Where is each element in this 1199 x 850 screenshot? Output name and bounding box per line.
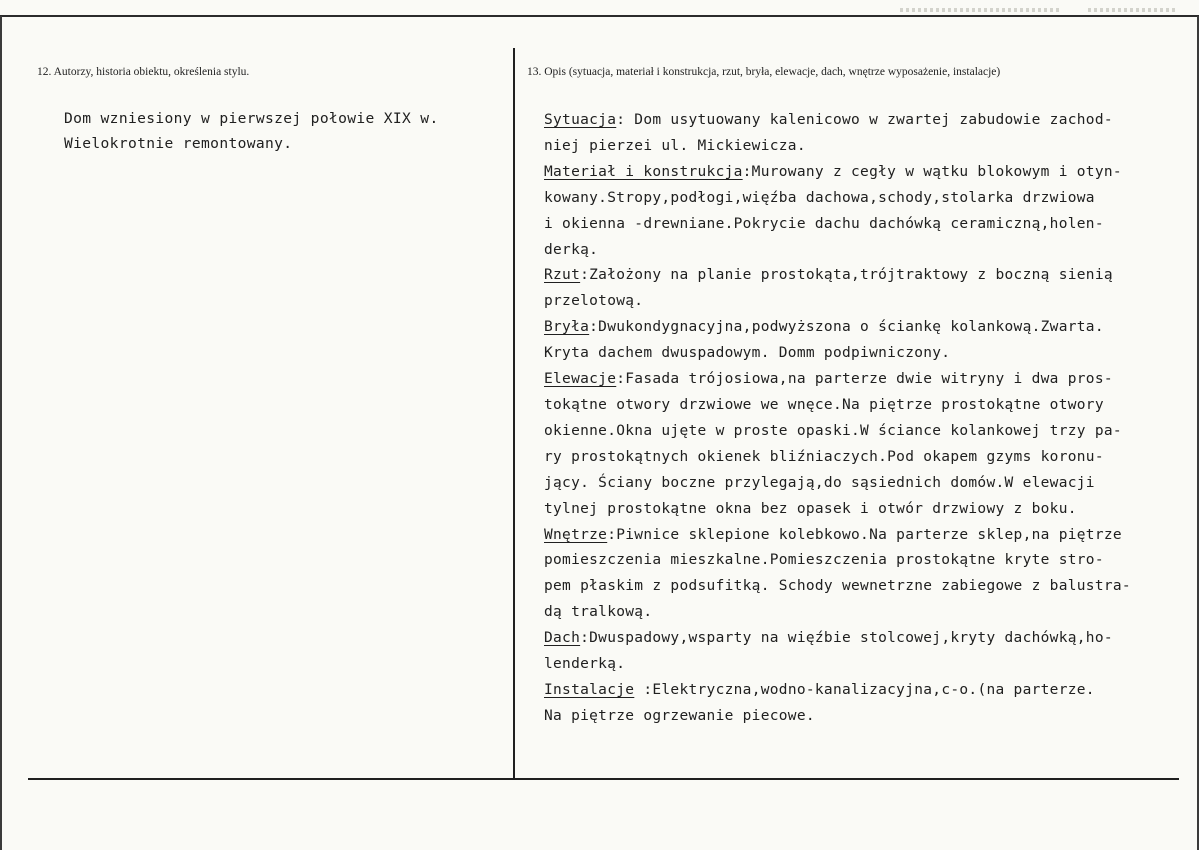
section-heading: Rzut [544, 267, 581, 284]
section-text: pomieszczenia mieszkalne.Pomieszczenia prostokątne kryte stro- [544, 552, 1104, 569]
section-text: :Dwuspadowy,wsparty na więźbie stolcowej,kryty dachówką,ho- [580, 630, 1113, 647]
text-line [544, 160, 1184, 186]
text-line [544, 289, 1184, 315]
left-border-rule [0, 16, 2, 850]
text-line [544, 367, 1184, 393]
section-text: :Murowany z cegły w wątku blokowym i otyn- [742, 163, 1122, 180]
section-heading: Elewacje [544, 371, 617, 388]
section-text: kowany.Stropy,podłogi,więźba dachowa,schody,stolarka drzwiowa [544, 189, 1095, 206]
text-line [544, 445, 1184, 471]
section-text: pem płaskim z podsufitką. Schody wewnetrzne zabiegowe z balustra- [544, 578, 1131, 595]
section-text: :Założony na planie prostokąta,trójtraktowy z boczną sienią [580, 267, 1113, 284]
section-text: jący. Ściany boczne przylegają,do sąsiednich domów.W elewacji [544, 474, 1095, 491]
text-line: Dom wzniesiony w pierwszej połowie XIX w. [64, 110, 439, 127]
text-line [544, 212, 1184, 238]
section-text: Na piętrze ogrzewanie piecowe. [544, 707, 815, 724]
text-line [544, 652, 1184, 678]
section-text: :Piwnice sklepione kolebkowo.Na parterze sklep,na piętrze [607, 526, 1122, 543]
column-divider [513, 48, 515, 778]
text-line [544, 600, 1184, 626]
text-line [544, 523, 1184, 549]
section-heading: Sytuacja [544, 112, 617, 128]
text-line [544, 419, 1184, 445]
text-line [544, 471, 1184, 497]
section-text: lenderką. [544, 656, 626, 673]
section-text: okienne.Okna ujęte w proste opaski.W ściance kolankowej trzy pa- [544, 422, 1122, 439]
text-line [544, 186, 1184, 212]
section-heading: Instalacje [544, 681, 635, 698]
section-text: i okienna -drewniane.Pokrycie dachu dachówką ceramiczną,holen- [544, 215, 1104, 232]
top-border-rule [0, 15, 1199, 17]
text-line [544, 108, 1184, 134]
text-line [544, 678, 1184, 704]
section-text: przelotową. [544, 293, 644, 310]
field-12-content [64, 106, 439, 156]
section-text: :Fasada trójosiowa,na parterze dwie witryny i dwa pros- [616, 371, 1113, 388]
faint-header-print [1088, 8, 1178, 12]
text-line [544, 626, 1184, 652]
section-text: derką. [544, 241, 599, 258]
section-text: niej pierzei ul. Mickiewicza. [544, 137, 806, 154]
text-line [544, 263, 1184, 289]
text-line [544, 238, 1184, 264]
section-heading: Bryła [544, 319, 590, 336]
text-line [544, 497, 1184, 523]
text-line [544, 704, 1184, 730]
bottom-border-rule [28, 778, 1179, 780]
section-text: ry prostokątnych okienek bliźniaczych.Pod okapem gzyms koronu- [544, 448, 1104, 465]
section-text: Kryta dachem dwuspadowym. Domm podpiwniczony. [544, 345, 951, 362]
text-line [544, 574, 1184, 600]
section-text: tylnej prostokątne okna bez opasek i otwór drzwiowy z boku. [544, 500, 1077, 517]
text-line [544, 393, 1184, 419]
text-line [544, 134, 1184, 160]
section-text: :Dwukondygnacyjna,podwyższona o ściankę kolankową.Zwarta. [589, 319, 1104, 336]
section-text: dą tralkową. [544, 604, 653, 621]
section-heading: Dach [544, 630, 581, 647]
text-line [544, 341, 1184, 367]
section-heading: Materiał i konstrukcja [544, 163, 743, 180]
faint-header-print [900, 8, 1060, 12]
text-line: Wielokrotnie remontowany. [64, 135, 293, 152]
text-line [544, 315, 1184, 341]
field-12-label: 12. Autorzy, historia obiektu, określenia stylu. [37, 66, 250, 78]
text-line [544, 548, 1184, 574]
section-text: tokątne otwory drzwiowe we wnęce.Na piętrze prostokątne otwory [544, 396, 1104, 413]
field-13-content [544, 108, 1184, 730]
section-text: : Dom usytuowany kalenicowo w zwartej zabudowie zachod- [616, 112, 1113, 128]
section-text: :Elektryczna,wodno-kanalizacyjna,c-o.(na parterze. [634, 681, 1095, 698]
section-heading: Wnętrze [544, 526, 608, 543]
field-13-label: 13. Opis (sytuacja, materiał i konstrukcja, rzut, bryła, elewacje, dach, wnętrze wyposażenie, instalacje) [527, 66, 1001, 78]
